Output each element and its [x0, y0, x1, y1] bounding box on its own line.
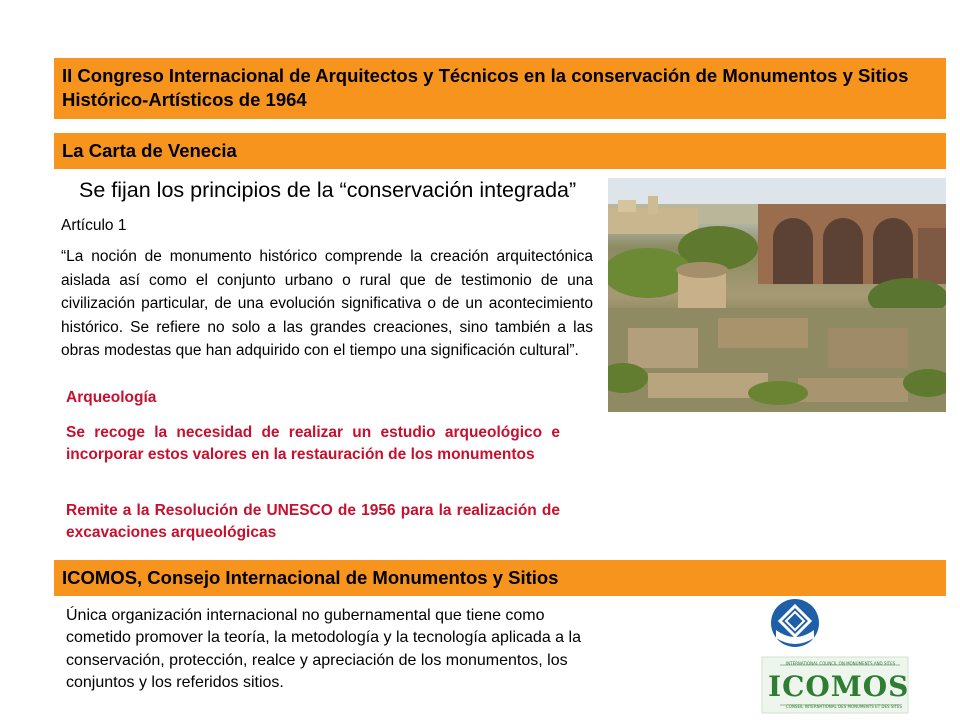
article-quote: “La noción de monumento histórico comprende la creación arquitectónica aislada así como el conjunto urbano o rural que de testimonio de una civilización particular, de una evolución significativa o de un acontecimiento histórico. Se refiere no solo a las grandes creaciones, sino también a las obras modestas que han adquirido con el tiempo una significación cultural”.: [61, 248, 593, 360]
charter-title: La Carta de Venecia: [62, 140, 237, 161]
icomos-logo-text: ICOMOS: [768, 670, 910, 703]
icomos-description: Única organización internacional no gubernamental que tiene como cometido promover la teoría, la metodología y la tecnología aplicada a la conservación, protección, realce y apreciación de los monumentos, los conjuntos y los referidos sitios.: [66, 607, 581, 692]
icomos-emblem-icon: [770, 598, 820, 648]
charter-title-bar: [54, 133, 946, 169]
icomos-logo-top-text: INTERNATIONAL COUNCIL ON MONUMENTS AND SITES: [786, 661, 896, 666]
article-label: Artículo 1: [61, 217, 127, 234]
archaeology-paragraph-2: Remite a la Resolución de UNESCO de 1956 para la realización de excavaciones arqueológicas: [66, 502, 560, 541]
icomos-logo-bottom-text: CONSEIL INTERNATIONAL DES MONUMENTS ET DES SITES: [786, 704, 903, 709]
congress-title-bar: [54, 58, 946, 119]
archaeology-paragraph-1: Se recoge la necesidad de realizar un estudio arqueológico e incorporar estos valores en la restauración de los monumentos: [66, 424, 560, 463]
congress-title: II Congreso Internacional de Arquitectos y Técnicos en la conservación de Monumentos y Sitios Histórico-Artísticos de 1964: [62, 65, 909, 110]
subtitle: Se fijan los principios de la “conservación integrada”: [79, 178, 577, 202]
archaeology-title: Arqueología: [66, 389, 157, 406]
icomos-heading-bar: [54, 560, 946, 596]
icomos-heading: ICOMOS, Consejo Internacional de Monumentos y Sitios: [62, 567, 559, 588]
roman-forum-photo: [608, 178, 946, 412]
